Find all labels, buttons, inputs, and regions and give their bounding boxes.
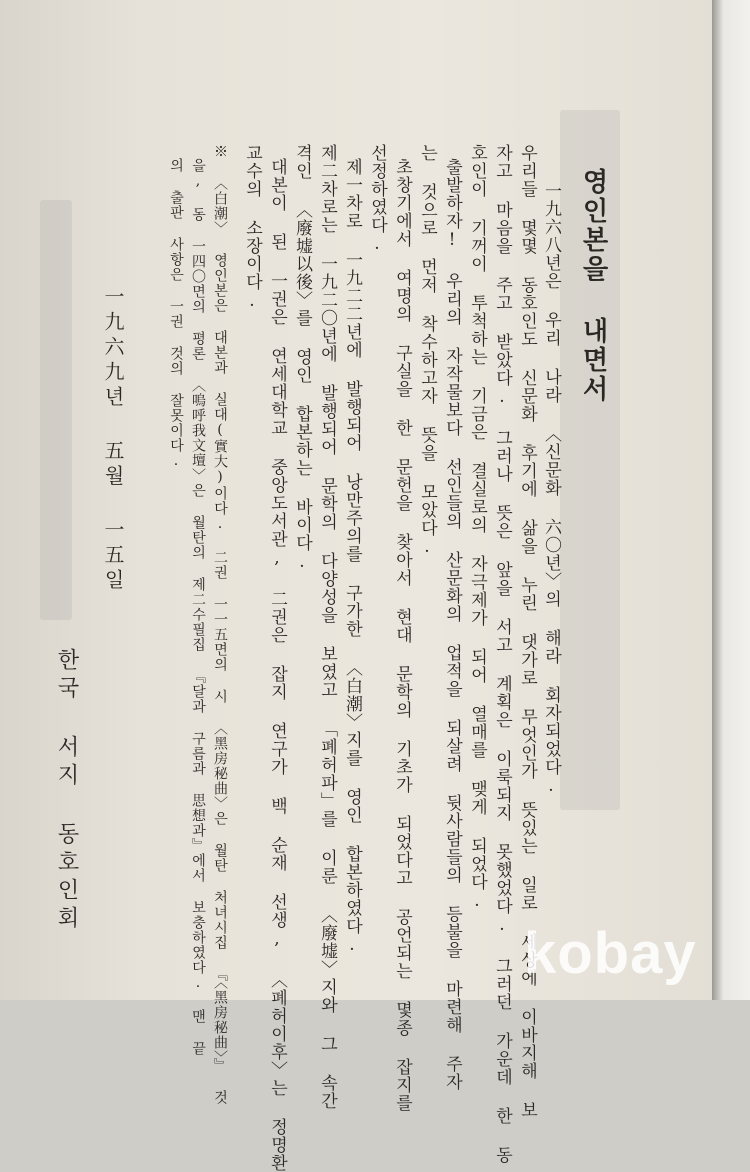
paragraph-line: 격인 〈廢墟以後〉를 영인 합본하는 바이다.: [292, 144, 312, 573]
note-line: ※ 〈白潮〉 영인본은 대본과 실대(實大)이다. 二권 一一五면의 시 〈黑房秘曲〉은 월탄 처녀시집 『〈黑房秘曲〉』 것: [212, 144, 228, 1105]
note-line: 을, 동 一四〇면의 평론 〈嗚呼我文壇〉은 월탄의 제二수필집 『달과 구름과 思想과』에서 보충하였다. 맨 끝: [190, 158, 206, 1056]
date-line: 一九六九년 五월 一五일: [101, 286, 125, 594]
next-page-edge: [712, 0, 750, 1000]
paragraph-line: 우리들 몇몇 동호인도 신문화 후기에 삶을 누린 댓가로 무엇인가 뜻있는 일로 세상에 이바지해 보: [517, 144, 537, 1119]
note-line: 의 출판 사항은 一권 것의 잘못이다.: [168, 158, 184, 470]
paragraph-line: 자고 마음을 주고 받았다. 그러나 뜻은 앞을 서고 계획은 이룩되지 못했었다. 그러던 가운데 한 동: [492, 144, 512, 1164]
paragraph-line: 출발하자! 우리의 자작물보다 선인들의 산문화의 업적을 되살려 뒷사람들의 등불을 마련해 주자: [442, 158, 462, 1091]
paragraph-line: 교수의 소장이다.: [242, 144, 262, 312]
paragraph-line: 제一차로 一九二二년에 발행되어 낭만주의를 구가한 〈白潮〉지를 영인 합본하였다.: [342, 158, 362, 956]
paragraph-line: 一九六八년은 우리 나라 〈신문화 六〇년〉의 해라 회자되었다.: [541, 182, 561, 797]
paragraph-line: 초창기에서 여명의 구실을 한 문헌을 찾아서 현대 문학의 기초가 되었다고 공언되는 몇종 잡지를: [392, 158, 412, 1112]
organization-signature: 한국 서지 동호인회: [54, 648, 79, 934]
kobay-watermark: kobay: [524, 921, 697, 986]
paragraph-line: 대본이 된 一권은 연세대학교 중앙도서관, 二권은 잡지 연구가 백 순재 선생, 〈폐허이후〉는 정명환: [267, 158, 287, 1172]
paragraph-line: 제二차로는 一九二〇년에 발행되어 문학의 다양성을 보였고 「폐허파」를 이룬 〈廢墟〉지와 그 속간: [317, 144, 337, 1110]
page-title: 영인본을 내면서: [578, 168, 608, 404]
paragraph-line: 호인이 기꺼이 투척하는 기금은 결실로의 자극제가 되어 열매를 맺게 되었다.: [467, 144, 487, 912]
show-through-left: [40, 200, 72, 620]
paragraph-line: 는 것으로 먼저 착수하고자 뜻을 모았다.: [417, 144, 437, 558]
paragraph-line: 선정하였다.: [367, 144, 387, 255]
